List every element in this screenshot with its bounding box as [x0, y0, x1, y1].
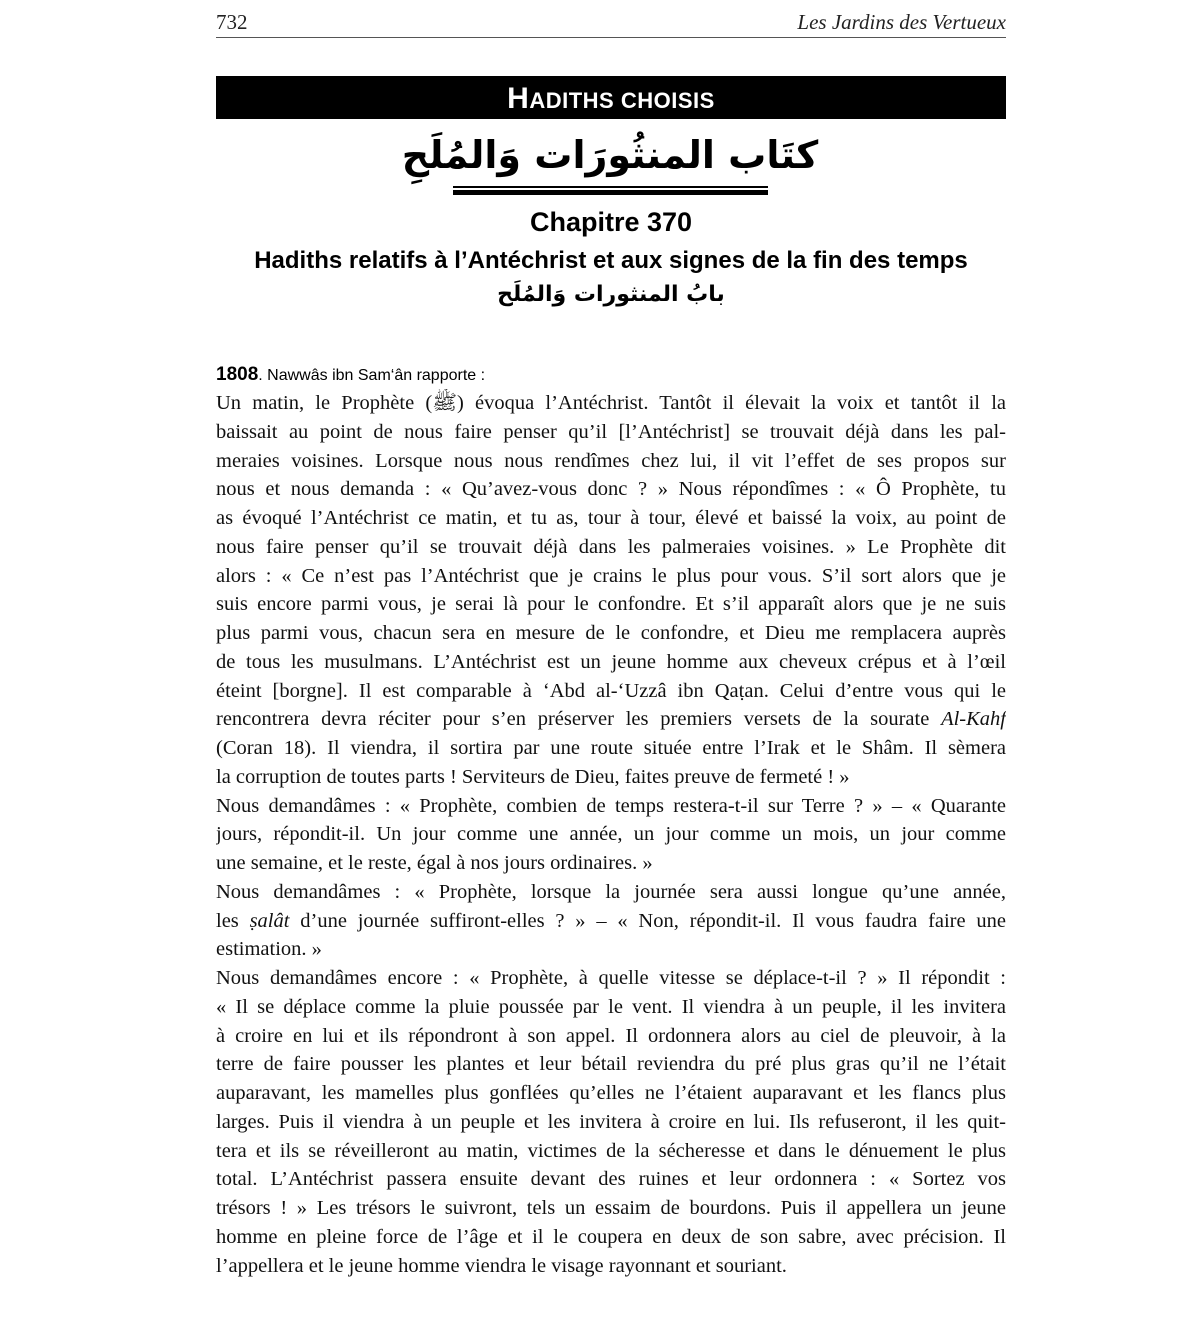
line-text: meraies voisines. Lorsque nous nous rendîmes chez lui, il vit l’effet de ses propos sur: [216, 449, 1006, 472]
body-line: [216, 475, 1006, 504]
line-text: nous faire penser qu’il se trouvait déjà dans les palmeraies voisines. » Le Prophète dit: [216, 535, 1006, 558]
hadith-number: 1808: [216, 364, 259, 385]
body-line: [216, 734, 1006, 763]
line-text: de tous les musulmans. L’Antéchrist est un jeune homme aux cheveux crépus et à l’œil: [216, 650, 1006, 673]
body-line: [216, 677, 1006, 706]
line-text: l’appellera et le jeune homme viendra le visage rayonnant et souriant.: [216, 1254, 787, 1277]
line-text: les: [216, 909, 250, 932]
body-line: [216, 504, 1006, 533]
banner-text: ADITHS CHOISIS: [529, 88, 715, 113]
line-text: plus parmi vous, chacun sera en mesure de le confondre, et Dieu me remplacera auprès: [216, 622, 1006, 644]
line-text: Nous demandâmes : « Prophète, combien de temps restera-t-il sur Terre ? » – « Quarante: [216, 794, 1006, 817]
body-line: [216, 763, 1006, 792]
italic-term: ṣalât: [249, 909, 290, 932]
section-banner: [216, 76, 1006, 119]
banner-initial: H: [507, 82, 530, 115]
body-line: [216, 964, 1006, 993]
body-line: [216, 792, 1006, 821]
chapter-number: Chapitre 370: [529, 207, 693, 237]
line-text: Nous demandâmes : « Prophète, lorsque la journée sera aussi longue qu’une année,: [216, 880, 1006, 903]
line-text: auparavant, les mamelles plus gonflées qu’elles ne l’étaient auparavant et les flancs plus: [216, 1082, 1006, 1104]
line-text: Nous demandâmes encore : « Prophète, à quelle vitesse se déplace-t-il ? » Il répondit :: [216, 967, 1006, 989]
line-text: trésors ! » Les trésors le suivront, tels un essaim de bourdons. Puis il appellera un jeune: [216, 1197, 1006, 1219]
body-line: [216, 820, 1006, 849]
line-text: baissait au point de nous faire penser qu’il [l’Antéchrist] se trouvait déjà dans les pal-: [216, 420, 1006, 443]
line-text: total. L’Antéchrist passera ensuite devant des ruines et leur ordonnera : « Sortez vos: [216, 1168, 1006, 1191]
body-line: [216, 447, 1006, 476]
chapter-title: Hadiths relatifs à l’Antéchrist et aux signes de la fin des temps: [254, 247, 968, 274]
body-line: [216, 1022, 1006, 1051]
line-text: Un matin, le Prophète (ﷺ) évoqua l’Antéchrist. Tantôt il élevait la voix et tantôt il la: [216, 392, 1006, 414]
body-line: [216, 648, 1006, 677]
hadith-heading: [216, 364, 485, 386]
line-text: une semaine, et le reste, égal à nos jours ordinaires. »: [216, 852, 653, 874]
body-line: [216, 1252, 1006, 1281]
line-text: à croire en lui et ils répondront à son appel. Il ordonnera alors au ciel de pleuvoir, à la: [216, 1024, 1006, 1047]
line-text: la corruption de toutes parts ! Serviteurs de Dieu, faites preuve de fermeté ! »: [216, 765, 850, 788]
body-line: [216, 935, 1006, 964]
line-text: alors : « Ce n’est pas l’Antéchrist que je crains le plus pour vous. S’il sort alors que je: [216, 564, 1006, 587]
body-line: [216, 1108, 1006, 1137]
line-text: suis encore parmi vous, je serai là pour le confondre. Et s’il apparaît alors que je ne suis: [216, 593, 1006, 616]
line-text: as évoqué l’Antéchrist ce matin, et tu as, tour à tour, élevé et baissé la voix, au point de: [216, 507, 1006, 529]
body-line: [216, 1050, 1006, 1079]
line-text: nous et nous demanda : « Qu’avez-vous donc ? » Nous répondîmes : « Ô Prophète, tu: [216, 478, 1006, 501]
body-line: [216, 1137, 1006, 1166]
body-line: [216, 619, 1006, 648]
body-line: [216, 705, 1006, 734]
line-text: terre de faire pousser les plantes et leur bétail reviendra du pré plus gras qu’il ne l’était: [216, 1053, 1006, 1076]
line-text: tera et ils se réveilleront au matin, victimes de la sécheresse et dans le dénuement le plus: [216, 1139, 1006, 1162]
hadith-narrator: . Nawwâs ibn Sam‘ân rapporte :: [258, 367, 486, 384]
line-text: éteint [borgne]. Il est comparable à ‘Abd al-‘Uzzâ ibn Qaṭan. Celui d’entre vous qui le: [216, 679, 1006, 702]
body-line: [216, 993, 1006, 1022]
body-line: [216, 878, 1006, 907]
body-line: [216, 907, 1006, 936]
chapter-arabic-title: بابُ المنثورات وَالمُلَح: [497, 282, 725, 307]
body-line: [216, 533, 1006, 562]
italic-term: Al-Kahf: [941, 708, 1006, 731]
page-number: 732: [216, 10, 248, 34]
body-line: [216, 849, 1006, 878]
book-title: Les Jardins des Vertueux: [797, 10, 1006, 34]
line-text: homme en pleine force de l’âge et il le coupera en deux de son sabre, avec précision. Il: [216, 1225, 1006, 1248]
title-rule-thick: [453, 190, 768, 195]
line-text: jours, répondit-il. Un jour comme une année, un jour comme un mois, un jour comme: [216, 823, 1006, 846]
line-text: « Il se déplace comme la pluie poussée par le vent. Il viendra à un peuple, il les invitera: [216, 995, 1006, 1018]
line-text: estimation. »: [216, 938, 322, 961]
hadith-body: [216, 389, 1006, 1280]
running-header: [216, 6, 1006, 38]
body-line: [216, 1079, 1006, 1108]
body-line: [216, 1223, 1006, 1252]
arabic-book-title: كتَاب المنثُورَات وَالمُلَحِ: [401, 133, 819, 177]
line-text: (Coran 18). Il viendra, il sortira par une route située entre l’Irak et le Shâm. Il sèmera: [216, 737, 1006, 759]
line-text: d’une journée suffiront-elles ? » – « Non, répondit-il. Il vous faudra faire une: [289, 909, 1006, 932]
line-text: rencontrera devra réciter pour s’en préserver les premiers versets de la sourate: [216, 708, 942, 731]
body-line: [216, 389, 1006, 418]
body-line: [216, 590, 1006, 619]
body-line: [216, 418, 1006, 447]
body-line: [216, 1165, 1006, 1194]
body-line: [216, 1194, 1006, 1223]
line-text: larges. Puis il viendra à un peuple et les invitera à croire en lui. Ils refuseront, il les quit-: [216, 1110, 1006, 1133]
body-line: [216, 562, 1006, 591]
title-rule-thin: [453, 186, 768, 188]
